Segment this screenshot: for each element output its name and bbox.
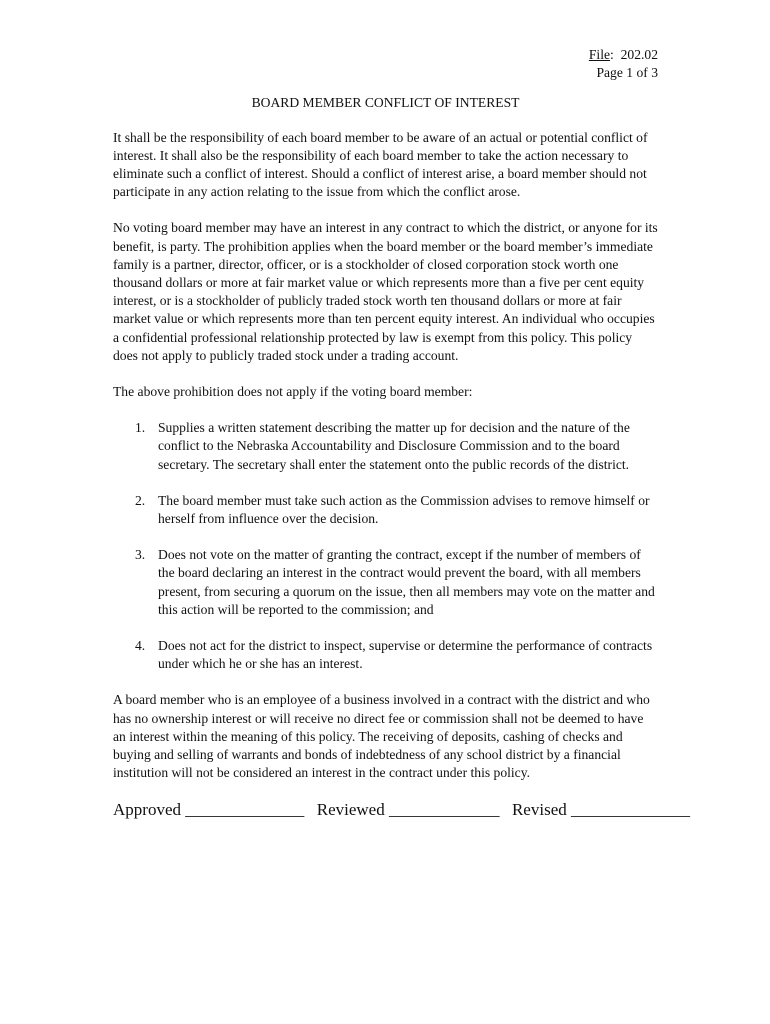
signoff-line [113,799,690,819]
list-item-number: 4. [135,638,146,654]
page-info: Page 1 of 3 [596,65,658,81]
paragraph-responsibility: It shall be the responsibility of each board member to be aware of an actual or potential conflict of interest. It shall also be the responsibility of each board member to take the action necessary to eliminate such a conflict of interest. Should a conflict of interest arise, a board member should not participate in any action relating to the issue from which the conflict arose. [113,129,648,200]
paragraph-employee-exemption: A board member who is an employee of a business involved in a contract with the district and who has no ownership interest or will receive no direct fee or commission shall not be deemed to have an interest within the meaning of this policy. The receiving of deposits, cashing of checks and buying and selling of warrants and bonds of indebtedness of any school district by a financial institution will not be considered an interest in the contract under this policy. [113,692,650,781]
file-label: File [588,47,611,62]
reviewed-field: Reviewed _____________ [316,799,500,819]
paragraph-prohibition: No voting board member may have an interest in any contract to which the district, or anyone for its benefit, is party. The prohibition applies when the board member or the board member’s immediate family is a partner, director, officer, or is a stockholder of closed corporation stock worth one thousand dollars or more at fair market value or which represents more than a five per cent equity interest, or is a stockholder of publicly traded stock worth ten thousand dollars or more at fair market value or which represents more than ten percent equity interest. An individual who occupies a confidential professional relationship protected by law is exempt from this policy. This policy does not apply to publicly traded stock under a trading account. [113,220,658,363]
list-item-text: The board member must take such action as the Commission advises to remove himself or herself from influence over the decision. [158,492,650,527]
exceptions-list [113,419,658,673]
approved-field: Approved ______________ [113,799,305,819]
list-item-number: 2. [135,492,146,508]
list-item [113,492,658,528]
file-reference [113,46,658,64]
revised-field: Revised ______________ [511,799,690,819]
document-title: BOARD MEMBER CONFLICT OF INTEREST [251,95,520,111]
list-item [113,637,658,673]
list-item [113,419,658,474]
list-item-number: 3. [135,547,146,563]
list-item-text: Does not vote on the matter of granting the contract, except if the number of members of the board declaring an interest in the contract would prevent the board, with all members present, from securing a quorum on the issue, then all members may vote on the matter and this action will be reported to the commission; and [158,547,655,617]
list-item-text: Does not act for the district to inspect, supervise or determine the performance of contracts under which he or she has an interest. [158,638,653,672]
document-header [113,46,658,82]
list-item-text: Supplies a written statement describing the matter up for decision and the nature of the conflict to the Nebraska Accountability and Disclosure Commission and to the board secretary. The secretary shall enter the statement onto the public records of the district. [158,420,630,472]
paragraph-exceptions-intro: The above prohibition does not apply if the voting board member: [113,384,473,400]
list-item [113,546,658,619]
file-separator: : [610,47,614,62]
list-item-number: 1. [135,420,146,436]
file-number: 202.02 [620,47,658,62]
